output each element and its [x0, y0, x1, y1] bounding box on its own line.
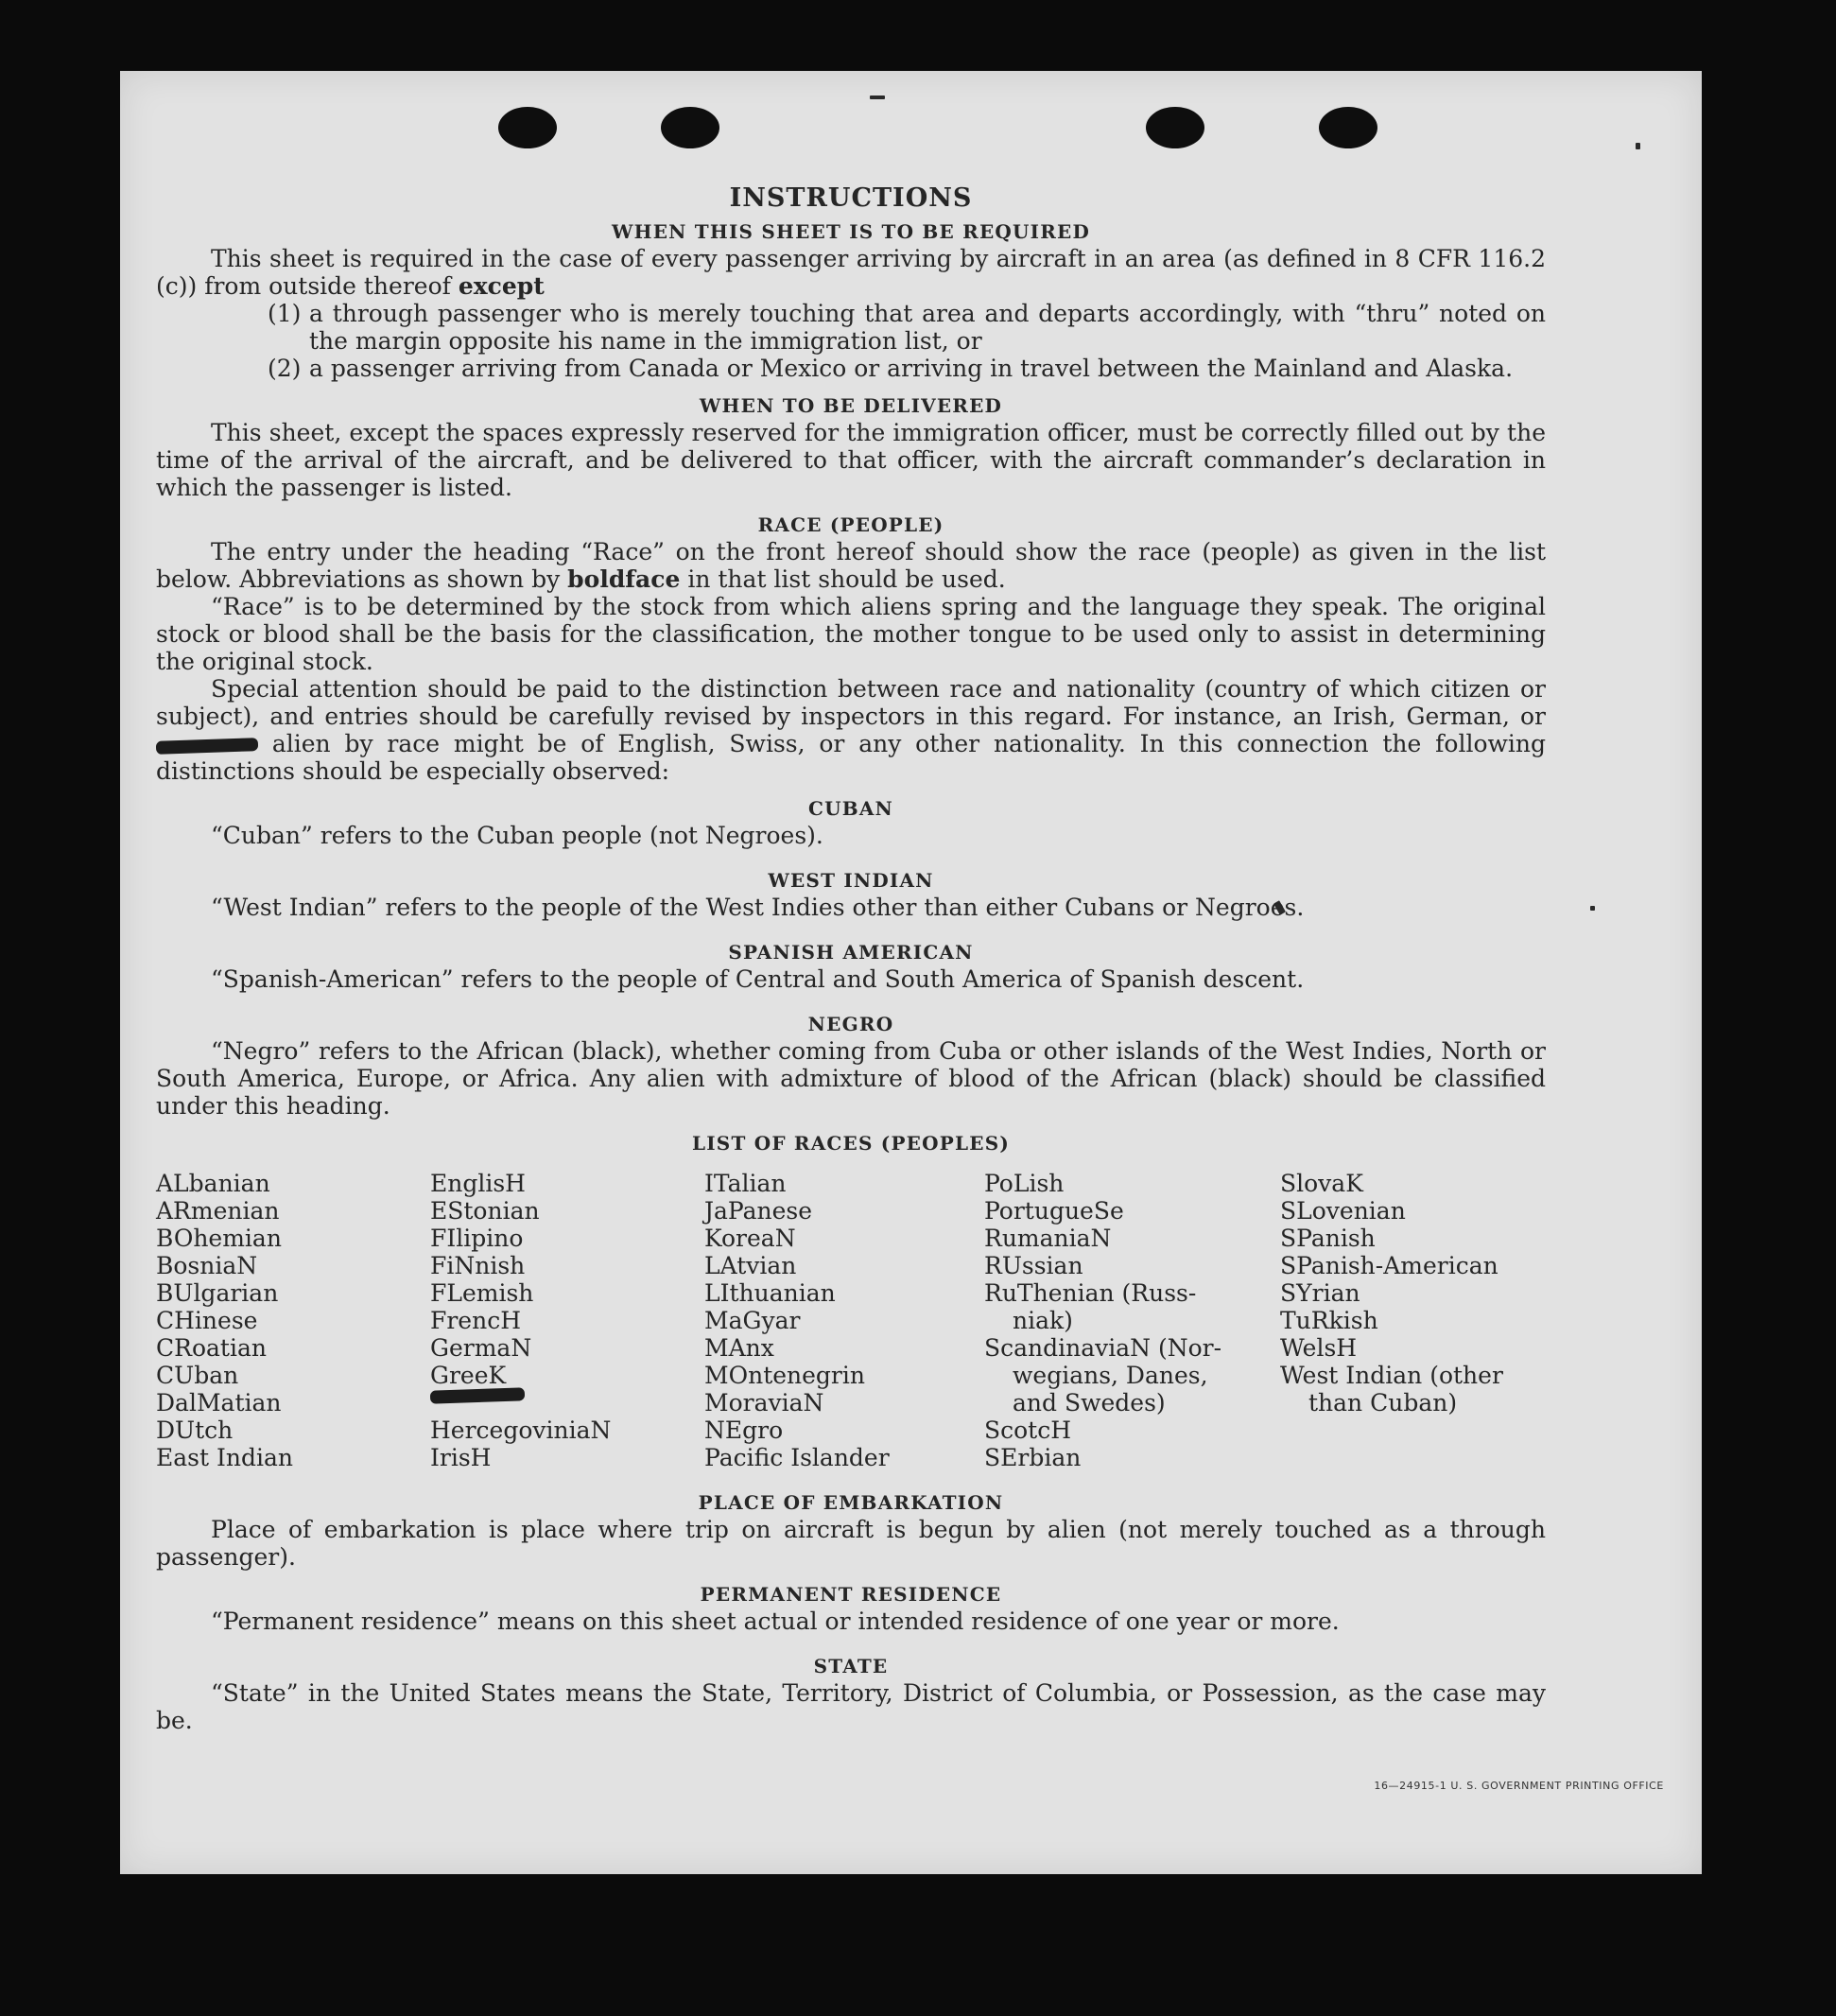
punch-hole — [498, 107, 557, 148]
race-entry: and Swedes) — [1013, 1389, 1166, 1416]
race-entry: BUlgarian — [156, 1279, 279, 1307]
race-column — [430, 1170, 704, 1471]
race-entry: SLovenian — [1280, 1197, 1406, 1225]
race-entry: MOntenegrin — [704, 1362, 865, 1389]
race-list — [156, 1170, 1546, 1471]
printer-footer: 16—24915-1 U. S. GOVERNMENT PRINTING OFFICE — [1374, 1780, 1664, 1792]
required-intro: This sheet is required in the case of every passenger arriving by aircraft in an area (as defined in 8 CFR 116.2 (c)) from outside thereof except — [156, 245, 1546, 300]
race-entry: TuRkish — [1280, 1307, 1378, 1334]
race-entry: MaGyar — [704, 1307, 801, 1334]
race-column — [156, 1170, 430, 1471]
race-entry: RUssian — [984, 1252, 1083, 1279]
race-entry: JaPanese — [704, 1197, 813, 1225]
race-entry: GreeK — [430, 1362, 507, 1389]
punch-hole — [661, 107, 719, 148]
redaction-mark — [156, 738, 258, 755]
race-entry: RuThenian (Russ- — [984, 1279, 1197, 1307]
section-heading-race-list: LIST OF RACES (PEOPLES) — [691, 1132, 1011, 1155]
race-entry: than Cuban) — [1308, 1389, 1458, 1416]
race-entry: West Indian (other — [1280, 1362, 1503, 1389]
section-heading-negro: NEGRO — [807, 1013, 894, 1035]
race-entry: EnglisH — [430, 1170, 526, 1197]
race-entry: ALbanian — [156, 1170, 270, 1197]
state-text: “State” in the United States means the State, Territory, District of Columbia, or Possession, as the case may be. — [156, 1679, 1546, 1734]
section-heading-cuban: CUBAN — [807, 797, 894, 820]
race-entry: ScotcH — [984, 1416, 1072, 1444]
punch-hole — [1319, 107, 1377, 148]
race-entry: DUtch — [156, 1416, 234, 1444]
race-entry: FrencH — [430, 1307, 521, 1334]
race-entry: LIthuanian — [704, 1279, 836, 1307]
race-column — [984, 1170, 1280, 1471]
race-paragraph: Special attention should be paid to the distinction between race and nationality (country of which citizen or subject), and entries should be carefully revised by inspectors in this regard. For instance, an Irish, German, or alien by race might be of English, Swiss, or any other nationality. In this connection the following distinctions should be especially observed: — [156, 675, 1546, 785]
race-entry: wegians, Danes, — [1013, 1362, 1208, 1389]
race-entry: MoraviaN — [704, 1389, 824, 1416]
race-entry: ScandinaviaN (Nor- — [984, 1334, 1222, 1362]
section-heading-residence: PERMANENT RESIDENCE — [700, 1583, 1002, 1606]
race-entry-redacted — [430, 1389, 704, 1416]
residence-text: “Permanent residence” means on this sheet actual or intended residence of one year or more. — [211, 1608, 1340, 1635]
embarkation-text: Place of embarkation is place where trip on aircraft is begun by alien (not merely touched as a through passenger). — [156, 1516, 1546, 1571]
race-entry: SErbian — [984, 1444, 1082, 1471]
section-heading-embarkation: PLACE OF EMBARKATION — [698, 1491, 1004, 1514]
instructions-body — [156, 184, 1546, 1734]
race-entry: SlovaK — [1280, 1170, 1363, 1197]
section-heading-west-indian: WEST INDIAN — [768, 869, 934, 892]
race-entry: KoreaN — [704, 1225, 796, 1252]
west-indian-text: “West Indian” refers to the people of the West Indies other than either Cubans or Negroes. — [211, 894, 1305, 921]
race-entry: ARmenian — [156, 1197, 280, 1225]
race-entry: Pacific Islander — [704, 1444, 890, 1471]
race-entry: RumaniaN — [984, 1225, 1112, 1252]
race-entry: DalMatian — [156, 1389, 282, 1416]
race-entry: East Indian — [156, 1444, 293, 1471]
list-item: (1) a through passenger who is merely touching that area and departs accordingly, with “thru” noted on the margin opposite his name in the immigration list, or — [268, 300, 1546, 355]
race-entry: SPanish-American — [1280, 1252, 1498, 1279]
page-title: INSTRUCTIONS — [729, 183, 973, 213]
redaction-mark — [430, 1387, 525, 1403]
cuban-text: “Cuban” refers to the Cuban people (not Negroes). — [211, 822, 823, 849]
section-heading-delivered: WHEN TO BE DELIVERED — [699, 394, 1003, 417]
race-entry: CRoatian — [156, 1334, 267, 1362]
race-entry: EStonian — [430, 1197, 540, 1225]
race-entry: IrisH — [430, 1444, 492, 1471]
race-entry: GermaN — [430, 1334, 532, 1362]
document-sheet — [120, 71, 1702, 1874]
race-entry: BOhemian — [156, 1225, 282, 1252]
list-item: (2) a passenger arriving from Canada or Mexico or arriving in travel between the Mainland and Alaska. — [268, 355, 1514, 382]
race-entry: SYrian — [1280, 1279, 1360, 1307]
race-column — [704, 1170, 984, 1471]
negro-text: “Negro” refers to the African (black), whether coming from Cuba or other islands of the West Indies, North or South America, Europe, or Africa. Any alien with admixture of blood of the African (black) should be classified under this heading. — [156, 1037, 1546, 1120]
race-entry: BosniaN — [156, 1252, 258, 1279]
race-column — [1280, 1170, 1535, 1471]
section-heading-state: STATE — [813, 1655, 889, 1677]
speck-mark — [870, 96, 885, 99]
race-entry: PortugueSe — [984, 1197, 1124, 1225]
race-paragraph: The entry under the heading “Race” on the front hereof should show the race (people) as given in the list below. Abbreviations as shown by boldface in that list should be used. — [156, 538, 1546, 593]
race-entry: LAtvian — [704, 1252, 797, 1279]
section-heading-race: RACE (PEOPLE) — [757, 513, 944, 536]
section-heading-required: WHEN THIS SHEET IS TO BE REQUIRED — [611, 220, 1091, 243]
race-entry: CUban — [156, 1362, 239, 1389]
race-entry: CHinese — [156, 1307, 258, 1334]
punch-hole — [1146, 107, 1204, 148]
race-entry: PoLish — [984, 1170, 1065, 1197]
race-entry: FiNnish — [430, 1252, 526, 1279]
race-entry: NEgro — [704, 1416, 784, 1444]
race-entry: FLemish — [430, 1279, 534, 1307]
section-heading-spanish-american: SPANISH AMERICAN — [728, 941, 974, 964]
speck-mark — [1590, 906, 1595, 911]
spanish-american-text: “Spanish-American” refers to the people of Central and South America of Spanish descent. — [211, 965, 1305, 993]
delivered-text: This sheet, except the spaces expressly reserved for the immigration officer, must be correctly filled out by the time of the arrival of the aircraft, and be delivered to that officer, with the aircraft commander’s declaration in which the passenger is listed. — [156, 419, 1546, 501]
race-paragraph: “Race” is to be determined by the stock from which aliens spring and the language they speak. The original stock or blood shall be the basis for the classification, the mother tongue to be used only to assist in determining the original stock. — [156, 593, 1546, 675]
race-entry: WelsH — [1280, 1334, 1358, 1362]
race-entry: FIlipino — [430, 1225, 524, 1252]
race-entry: MAnx — [704, 1334, 774, 1362]
race-entry: ITalian — [704, 1170, 787, 1197]
race-entry: niak) — [1013, 1307, 1073, 1334]
speck-mark — [1636, 143, 1640, 149]
race-entry: SPanish — [1280, 1225, 1376, 1252]
race-entry: HercegoviniaN — [430, 1416, 612, 1444]
